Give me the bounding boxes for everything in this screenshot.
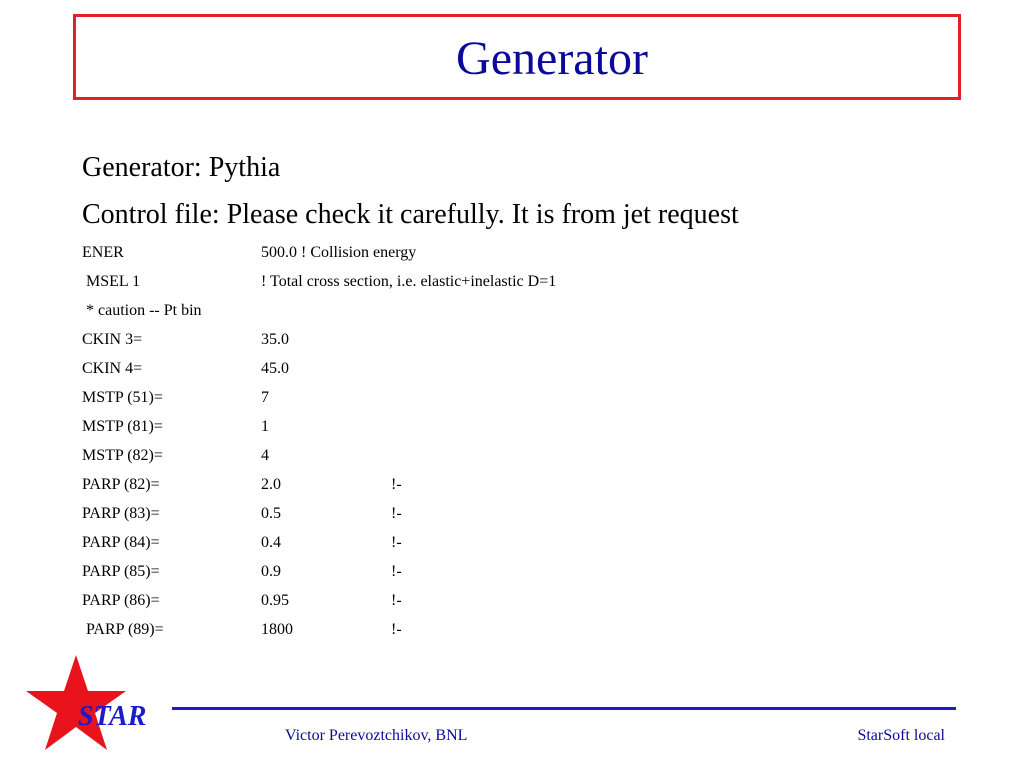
param-row (82, 470, 782, 499)
param-value: 0.5 (261, 505, 281, 522)
param-value: 2.0 (261, 476, 281, 493)
param-value: 7 (261, 389, 269, 406)
param-name: MSTP (51)= (82, 389, 163, 406)
param-comment: !- (391, 505, 402, 522)
param-value: 45.0 (261, 360, 289, 377)
footer-divider (172, 707, 956, 710)
param-row (82, 238, 782, 267)
param-name: PARP (86)= (82, 592, 160, 609)
param-value: 35.0 (261, 331, 289, 348)
param-row (82, 412, 782, 441)
star-logo-text: STAR (78, 701, 147, 732)
generator-line: Generator: Pythia (82, 152, 281, 183)
param-row (82, 354, 782, 383)
param-name: CKIN 4= (82, 360, 143, 377)
param-name: CKIN 3= (82, 331, 143, 348)
param-comment: !- (391, 476, 402, 493)
param-name: PARP (85)= (82, 563, 160, 580)
param-name: * caution -- Pt bin (82, 302, 202, 319)
param-row (82, 528, 782, 557)
param-value: 0.95 (261, 592, 289, 609)
param-name: MSTP (82)= (82, 447, 163, 464)
param-comment: !- (391, 563, 402, 580)
control-file-line: Control file: Please check it carefully. It is from jet request (82, 199, 739, 230)
param-row (82, 267, 782, 296)
param-row (82, 441, 782, 470)
param-row (82, 325, 782, 354)
param-name: ENER (82, 244, 124, 261)
param-name: PARP (84)= (82, 534, 160, 551)
slide-title: Generator (456, 32, 648, 85)
param-row (82, 296, 782, 325)
param-comment: !- (391, 621, 402, 638)
param-name: MSEL 1 (82, 273, 141, 290)
param-value: 500.0 ! Collision energy (261, 244, 417, 261)
param-comment: !- (391, 592, 402, 609)
param-value: 1800 (261, 621, 293, 638)
param-name: PARP (82)= (82, 476, 160, 493)
parameter-list (82, 238, 782, 644)
param-row (82, 557, 782, 586)
param-value: ! Total cross section, i.e. elastic+inelastic D=1 (261, 273, 557, 290)
param-row (82, 383, 782, 412)
param-value: 0.9 (261, 563, 281, 580)
title-box (73, 14, 961, 100)
param-name: MSTP (81)= (82, 418, 163, 435)
param-value: 4 (261, 447, 269, 464)
param-comment: !- (391, 534, 402, 551)
footer-author: Victor Perevoztchikov, BNL (285, 727, 468, 744)
param-row (82, 615, 782, 644)
param-value: 0.4 (261, 534, 281, 551)
param-row (82, 586, 782, 615)
param-name: PARP (83)= (82, 505, 160, 522)
footer-label: StarSoft local (857, 727, 945, 744)
param-name: PARP (89)= (82, 621, 164, 638)
param-row (82, 499, 782, 528)
param-value: 1 (261, 418, 269, 435)
